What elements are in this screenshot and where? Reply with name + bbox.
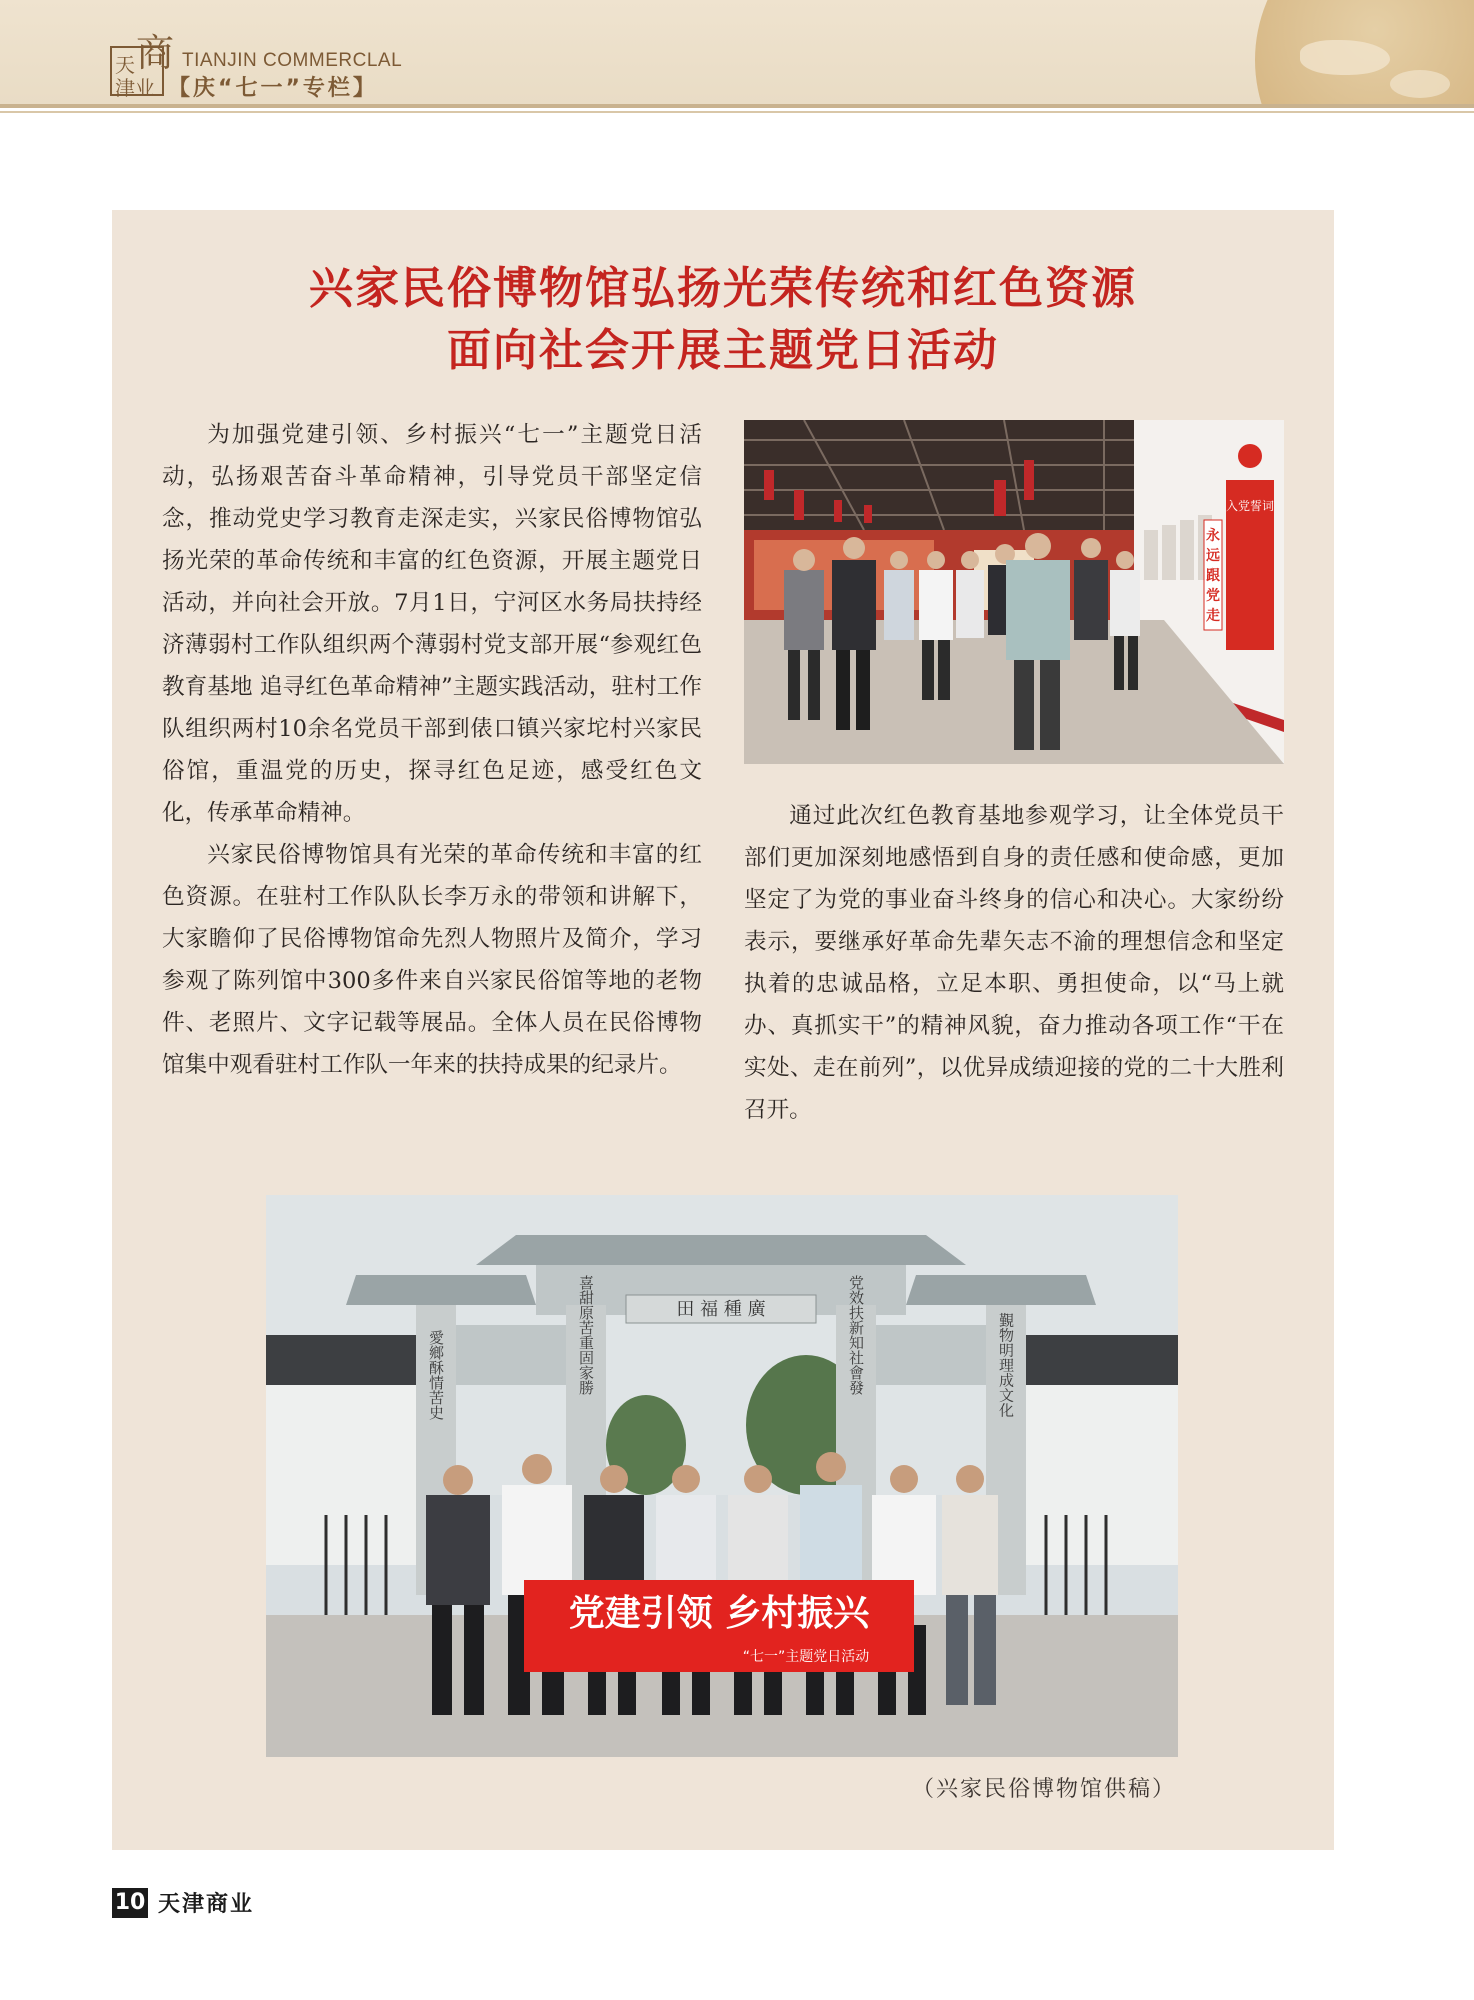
banner-sub-text: “七一”主题党日活动 [742,1649,870,1665]
magazine-english-name: TIANJIN COMMERCLAL [182,50,403,71]
gate-plaque-text: 田 福 種 廣 [676,1299,766,1320]
far-left-couplet: 愛鄉酥情苦史 [427,1330,445,1420]
article-column-right [744,795,1284,1131]
article-title [112,258,1334,382]
museum-interior-photo [744,420,1284,764]
page-number: 10 [112,1888,148,1918]
far-right-couplet: 覲物明理成文化 [997,1312,1015,1418]
article-column-left [162,414,702,1086]
right-couplet: 党效扶新知社會發 [847,1275,865,1395]
group-photo-at-gate [266,1195,1178,1757]
logo-char: 天 [115,53,135,77]
article-paragraph: 兴家民俗博物馆具有光荣的革命传统和丰富的红色资源。在驻村工作队队长李万永的带领和讲解下，大家瞻仰了民俗博物馆命先烈人物照片及简介，学习参观了陈列馆中300多件来自兴家民俗馆等地的老物件、老照片、文字记载等展品。全体人员在民俗博物馆集中观看驻村工作队一年来的扶持成果的纪录片。 [162,842,702,1078]
wall-banner-char: 走 [1206,608,1220,624]
wall-banner-char: 跟 [1206,568,1220,584]
wall-banner-char: 党 [1206,588,1220,604]
photo-credit: （兴家民俗博物馆供稿） [912,1777,1177,1802]
logo-char: 津业 [115,76,155,100]
article-paragraph: 通过此次红色教育基地参观学习，让全体党员干部们更加深刻地感悟到自身的责任感和使命感，更加坚定了为党的事业奋斗终身的信心和决心。大家纷纷表示，要继承好革命先辈矢志不渝的理想信念和坚定执着的忠诚品格，立足本职、勇担使命，以“马上就办、真抓实干”的精神风貌，奋力推动各项工作“干在实处、走在前列”，以优异成绩迎接的党的二十大胜利召开。 [744,803,1284,1123]
title-line: 兴家民俗博物馆弘扬光荣传统和红色资源 [309,263,1137,314]
title-line: 面向社会开展主题党日活动 [447,325,999,376]
globe-land-shape [1300,40,1390,75]
header-divider [0,111,1474,113]
wall-sign-text: 入党誓词 [1225,499,1275,513]
header-divider [0,104,1474,108]
banner-main-text: 党建引领 乡村振兴 [568,1593,870,1634]
article-paragraph: 为加强党建引领、乡村振兴“七一”主题党日活动，弘扬艰苦奋斗革命精神，引导党员干部坚定信念，推动党史学习教育走深走实，兴家民俗博物馆弘扬光荣的革命传统和丰富的红色资源，开展主题党日活动，并向社会开放。7月1日，宁河区水务局扶持经济薄弱村工作队组织两个薄弱村党支部开展“参观红色教育基地 追寻红色革命精神”主题实践活动，驻村工作队组织两村10余名党员干部到俵口镇兴家坨村兴家民俗馆，重温党的历史，探寻红色足迹，感受红色文化，传承革命精神。 [162,422,702,826]
column-tag: 【庆“七一”专栏】 [168,76,378,101]
wall-banner-char: 远 [1206,548,1220,564]
magazine-name: 天津商业 [158,1892,255,1917]
logo-char-large: 商 [136,31,175,75]
left-couplet: 喜甜原苦重固家勝 [577,1275,595,1395]
globe-land-shape [1390,70,1450,98]
wall-banner-char: 永 [1206,528,1220,544]
